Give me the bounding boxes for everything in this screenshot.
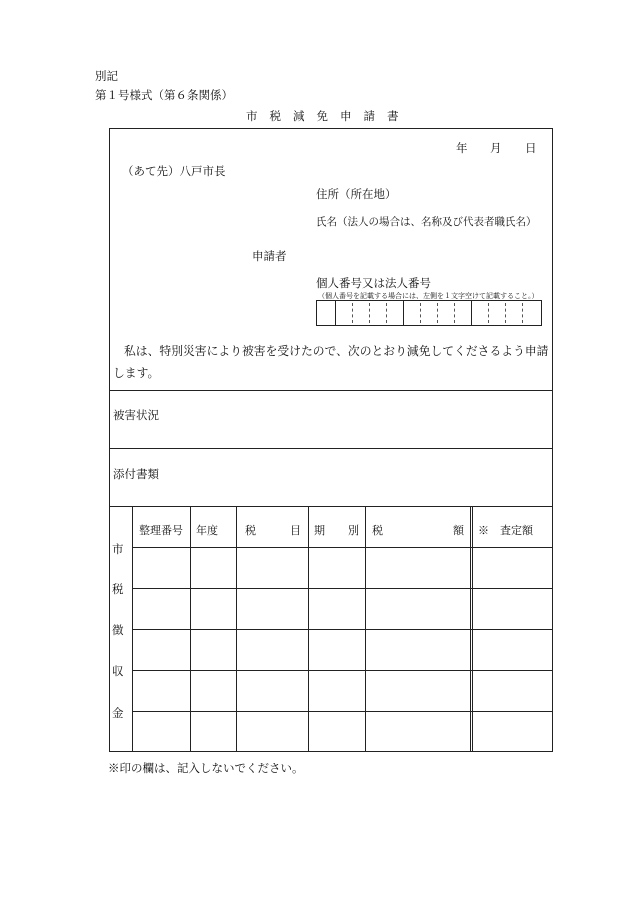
number-boxes[interactable] (316, 300, 542, 326)
number-divider (335, 300, 336, 326)
number-digit-separator (420, 303, 421, 323)
section-divider (109, 390, 553, 391)
section-divider (109, 448, 553, 449)
page-title: 市税減免申請書 (246, 109, 411, 123)
column-header-amount: 税 (372, 524, 383, 537)
table-row-line (132, 711, 553, 712)
number-digit-separator (454, 303, 455, 323)
number-divider (471, 300, 472, 326)
column-header-serial: 整理番号 (139, 524, 183, 537)
number-digit-separator (352, 303, 353, 323)
name-label: 氏名（法人の場合は、名称及び代表者職氏名） (316, 216, 537, 228)
declaration-line-1: 私は、特別災害により被害を受けたので、次のとおり減免してくださるよう申請 (124, 344, 549, 358)
side-label-char: 収 (112, 664, 124, 678)
number-label: 個人番号又は法人番号 (316, 276, 431, 290)
side-label-char: 税 (112, 582, 124, 596)
applicant-label: 申請者 (252, 249, 287, 263)
annex-label: 別記 (95, 69, 118, 83)
number-digit-separator (505, 303, 506, 323)
table-row-line (132, 670, 553, 671)
section-divider (109, 506, 553, 507)
number-digit-separator (488, 303, 489, 323)
number-digit-separator (369, 303, 370, 323)
side-label-char: 市 (112, 542, 124, 556)
addressee-label: （あて先）八戸市長 (122, 164, 226, 178)
table-row-line (132, 588, 553, 589)
address-label: 住所（所在地） (316, 187, 397, 201)
number-digit-separator (437, 303, 438, 323)
number-note: （個人番号を記載する場合には、左側を１文字空けて記載すること。） (318, 292, 539, 300)
column-header-assessed: ※ 査定額 (478, 524, 533, 537)
side-label-char: 徴 (112, 623, 124, 637)
declaration-line-2: します。 (113, 366, 160, 380)
damage-label[interactable]: 被害状況 (113, 408, 159, 422)
attachments-label[interactable]: 添付書類 (113, 467, 159, 481)
number-digit-separator (386, 303, 387, 323)
column-header-amount: 額 (453, 524, 464, 537)
form-number-label: 第１号様式（第６条関係） (95, 88, 233, 102)
table-row-line (132, 547, 553, 548)
column-header-period: 別 (348, 524, 359, 537)
date-month-label: 月 (490, 141, 502, 155)
side-label-char: 金 (112, 706, 124, 720)
table-row-line (132, 629, 553, 630)
footer-note: ※印の欄は、記入しないでください。 (108, 761, 304, 775)
number-divider (403, 300, 404, 326)
column-header-tax-item: 目 (290, 524, 301, 537)
column-header-period: 期 (314, 524, 325, 537)
date-year-label: 年 (456, 141, 468, 155)
column-header-tax-item: 税 (245, 524, 256, 537)
column-header-year: 年度 (196, 524, 218, 537)
number-digit-separator (522, 303, 523, 323)
date-day-label: 日 (525, 141, 537, 155)
